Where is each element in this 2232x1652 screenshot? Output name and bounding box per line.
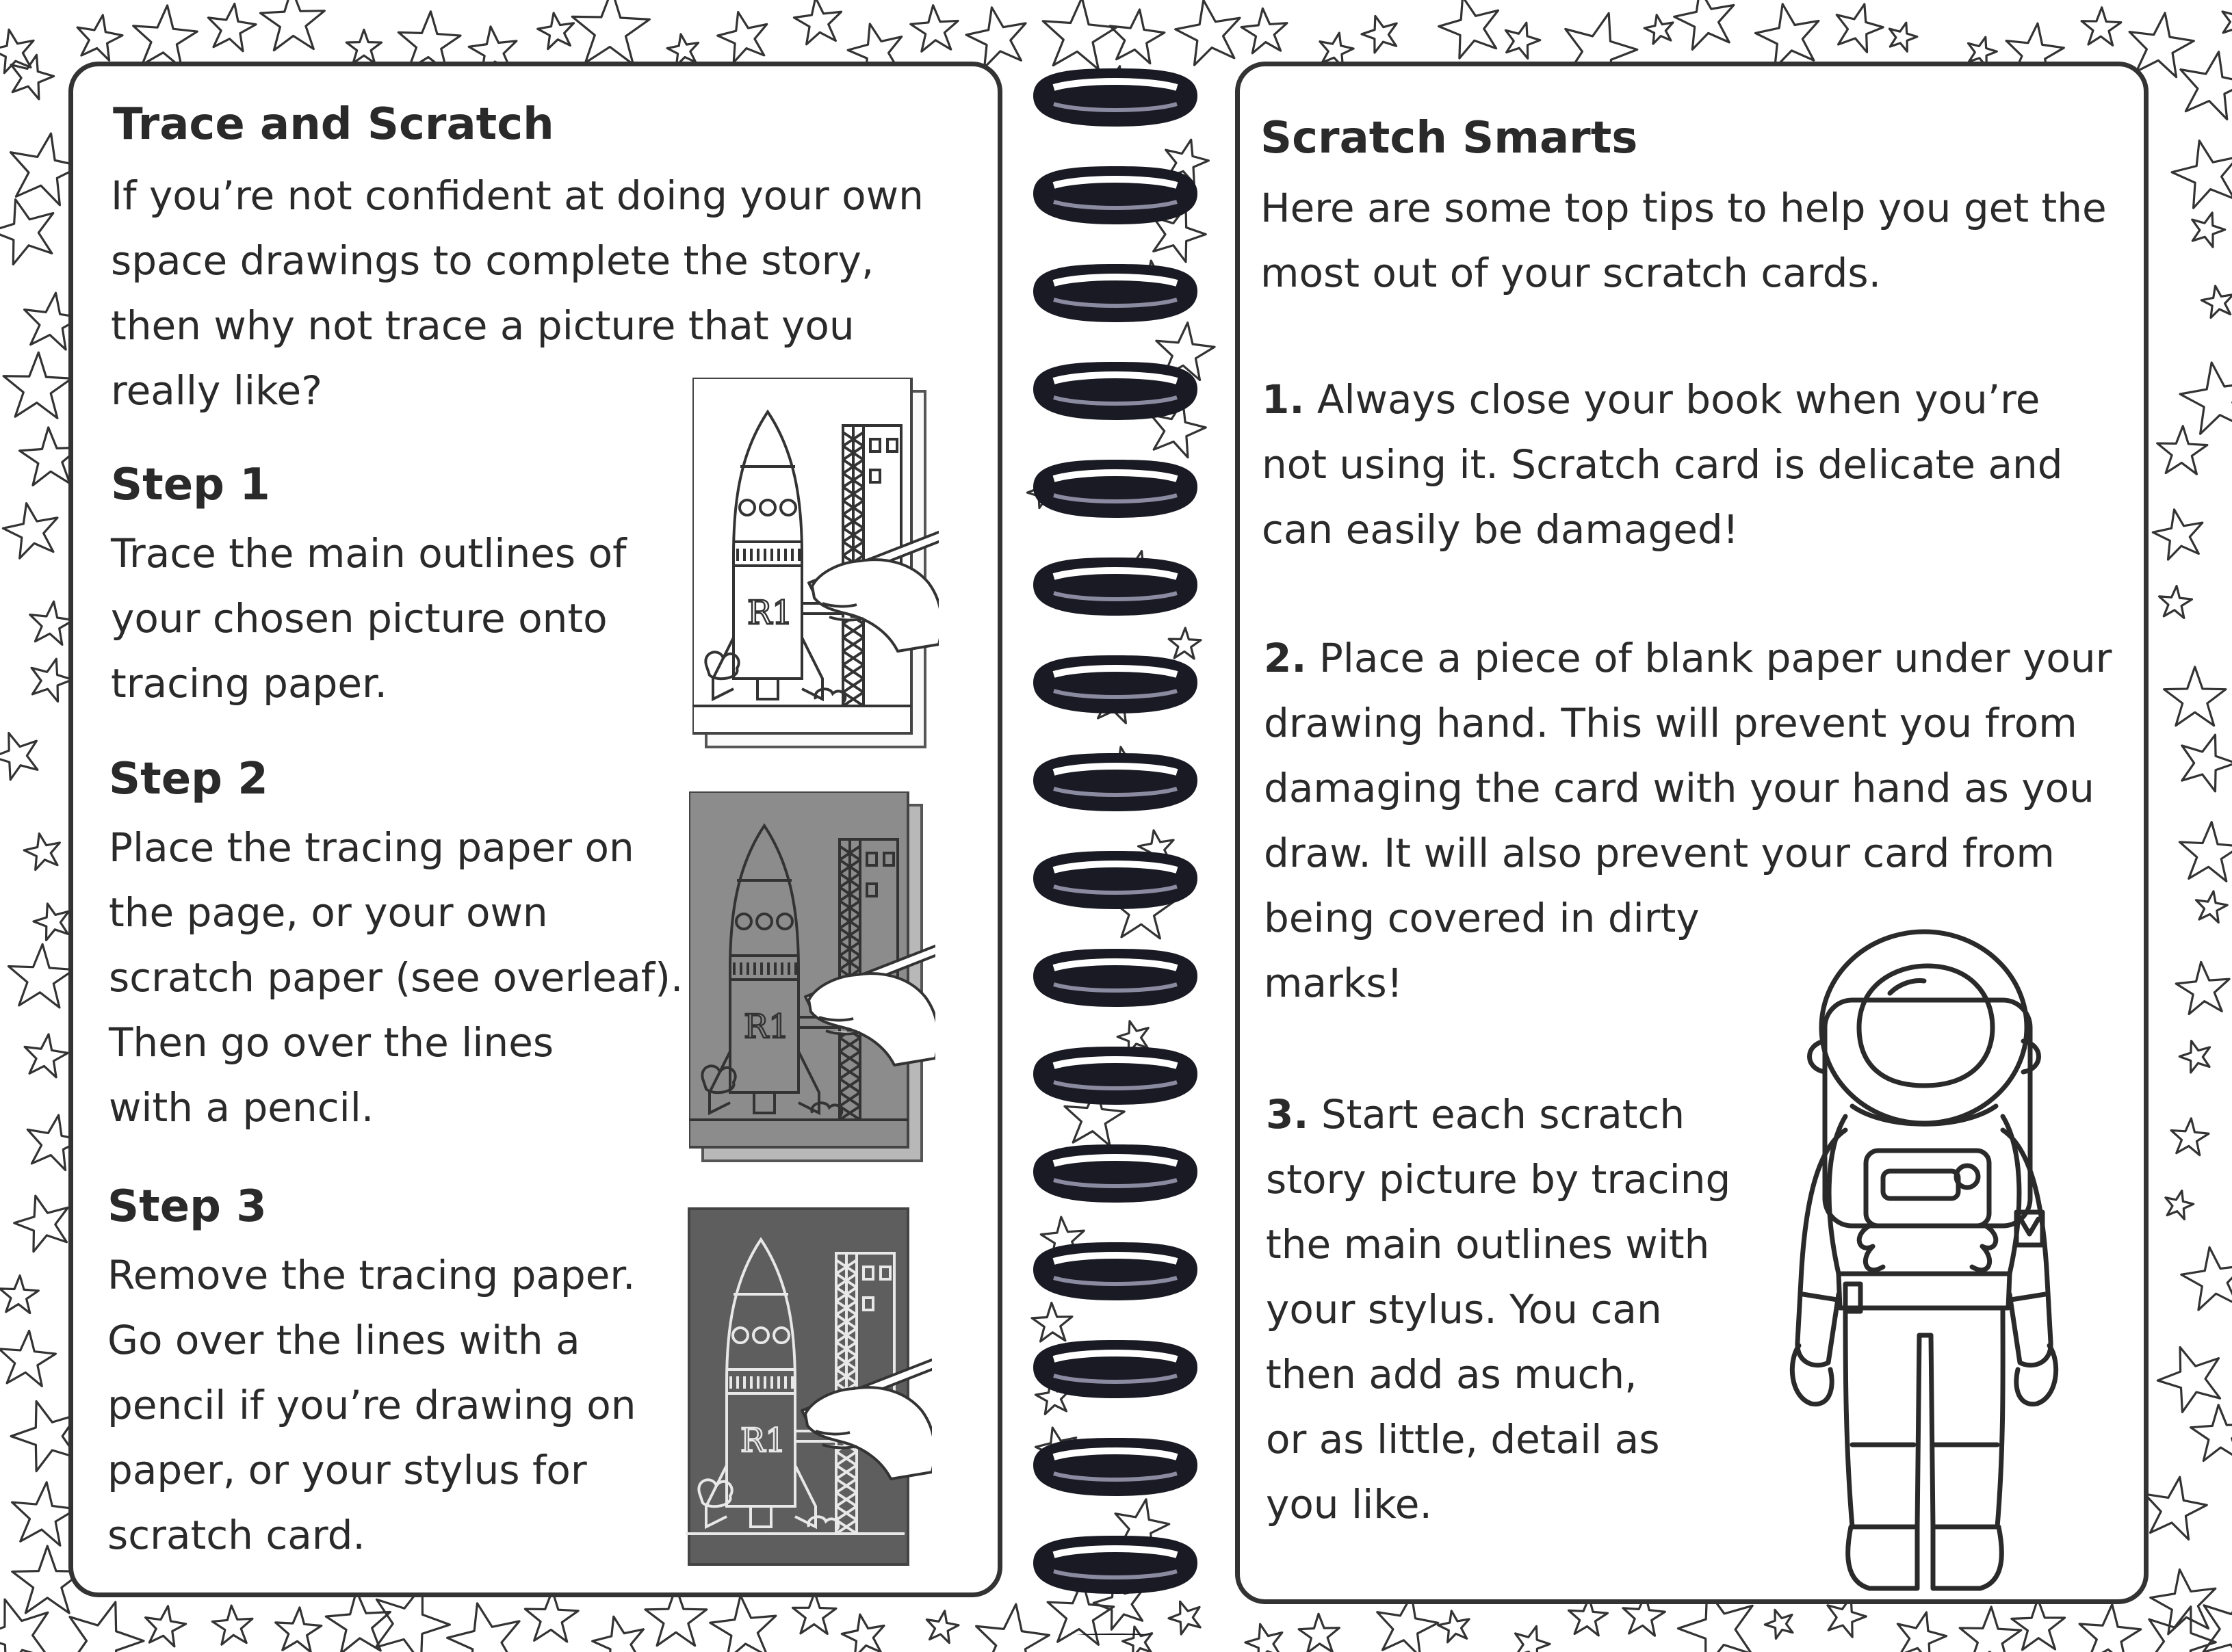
star-icon: [536, 10, 578, 51]
step-2-rocket-tracing-illustration: [689, 791, 935, 1175]
spiral-ring: [1033, 460, 1197, 518]
intro-line: then why not trace a picture that you: [111, 302, 855, 349]
star-icon: [346, 29, 381, 63]
star-icon: [2147, 1565, 2221, 1636]
star-icon: [2199, 283, 2232, 319]
star-icon: [274, 1606, 323, 1652]
tip-line: draw. It will also prevent your card from: [1264, 830, 2055, 876]
star-icon: [524, 1590, 579, 1642]
star-icon: [2, 351, 73, 418]
star-icon: [2176, 357, 2232, 436]
star-icon: [0, 1274, 39, 1313]
star-icon: [2166, 133, 2232, 211]
spiral-ring: [1033, 1242, 1197, 1300]
spiral-ring: [1033, 68, 1197, 127]
step-3-rocket-tracing-illustration: [686, 1205, 932, 1588]
step-1-heading: Step 1: [111, 460, 270, 510]
star-icon: [2011, 1599, 2065, 1650]
star-icon: [1500, 18, 1544, 60]
tip-line: marks!: [1264, 960, 1403, 1006]
step-1-rocket-tracing-illustration: [692, 378, 939, 761]
star-icon: [2169, 1116, 2210, 1155]
star-icon: [2164, 667, 2226, 726]
spiral-ring: [1033, 264, 1197, 322]
tip-line: drawing hand. This will prevent you from: [1264, 700, 2077, 746]
tip-number: 1.: [1262, 376, 1305, 423]
step-line: Then go over the lines: [109, 1019, 554, 1066]
tip-line: then add as much,: [1266, 1351, 1637, 1398]
star-icon: [441, 1595, 530, 1652]
spiral-ring: [1033, 1438, 1197, 1496]
star-icon: [1433, 0, 1507, 62]
spiral-ring: [1033, 753, 1197, 811]
step-line: Remove the tracing paper.: [107, 1252, 636, 1298]
spiral-ring: [1033, 1340, 1197, 1398]
star-icon: [2162, 1188, 2196, 1220]
star-icon: [2138, 1471, 2211, 1541]
tip-line: story picture by tracing: [1266, 1156, 1731, 1203]
right-page-panel: [1235, 62, 2149, 1604]
star-icon: [324, 1588, 393, 1652]
tip-line: you like.: [1266, 1481, 1432, 1528]
star-icon: [708, 1592, 780, 1652]
intro-line: really like?: [111, 367, 323, 414]
star-icon: [714, 6, 774, 64]
tip-text: Start each scratch: [1321, 1091, 1685, 1138]
star-icon: [2157, 585, 2193, 619]
left-page-panel: [68, 62, 1002, 1597]
step-line: with a pencil.: [109, 1084, 374, 1131]
step-1-text: [111, 521, 627, 716]
spiral-binding: [1026, 41, 1204, 1635]
star-icon: [1761, 1605, 1798, 1640]
tip-line: or as little, detail as: [1266, 1416, 1660, 1463]
intro-line: Here are some top tips to help you get the: [1260, 185, 2107, 231]
star-icon: [924, 1608, 961, 1644]
step-line: the page, or your own: [109, 889, 548, 936]
star-icon: [962, 1, 1033, 70]
star-icon: [142, 1603, 188, 1648]
page-title-scratch-smarts: Scratch Smarts: [1260, 113, 1638, 163]
star-icon: [2077, 1601, 2143, 1652]
star-icon: [909, 3, 960, 52]
spiral-ring: [1033, 558, 1197, 616]
step-line: your chosen picture onto: [111, 595, 608, 642]
star-icon: [588, 1611, 650, 1652]
spiral-ring: [1033, 362, 1197, 420]
spiral-ring: [1033, 166, 1197, 224]
star-icon: [2081, 7, 2122, 46]
star-icon: [571, 0, 651, 65]
page-title-trace-and-scratch: Trace and Scratch: [113, 99, 554, 150]
astronaut-illustration: [1750, 925, 2105, 1602]
tip-3: [1266, 1082, 1730, 1537]
star-icon: [9, 1188, 77, 1255]
tip-line: damaging the card with your hand as you: [1264, 765, 2094, 811]
intro-line: most out of your scratch cards.: [1260, 250, 1882, 296]
step-line: Place the tracing paper on: [109, 824, 634, 871]
tip-line: [1266, 1082, 1730, 1147]
star-icon: [1436, 1608, 1473, 1643]
tip-1: [1262, 367, 2063, 562]
spiral-ring: [1033, 1047, 1197, 1105]
tip-line: [1262, 367, 2063, 432]
star-icon: [2177, 820, 2232, 882]
spiral-ring: [1033, 949, 1197, 1007]
step-2-text: [109, 815, 683, 1140]
star-icon: [2186, 208, 2229, 249]
rocket-label: R1: [747, 594, 793, 632]
rocket-label: R1: [744, 1008, 790, 1046]
tips-intro: [1260, 176, 2107, 306]
tip-line: the main outlines with: [1266, 1221, 1710, 1268]
star-icon: [55, 1590, 152, 1652]
star-icon: [2149, 505, 2208, 562]
star-icon: [6, 943, 75, 1008]
rocket-label: R1: [740, 1421, 786, 1460]
step-line: scratch paper (see overleaf).: [109, 954, 684, 1001]
tip-line: not using it. Scratch card is delicate and: [1262, 441, 2063, 488]
star-icon: [839, 1610, 889, 1652]
star-icon: [2176, 1036, 2215, 1075]
star-icon: [73, 11, 125, 62]
step-line: scratch card.: [107, 1512, 365, 1558]
star-icon: [1885, 18, 1920, 53]
star-icon: [1298, 1613, 1340, 1652]
tip-line: can easily be damaged!: [1262, 506, 1739, 553]
step-2-heading: Step 2: [109, 754, 268, 804]
star-icon: [1830, 0, 1888, 55]
star-icon: [2175, 960, 2232, 1015]
step-line: tracing paper.: [111, 660, 387, 707]
star-icon: [2173, 45, 2232, 122]
tip-number: 2.: [1264, 635, 1307, 681]
star-icon: [0, 1328, 57, 1387]
step-line: Trace the main outlines of: [111, 530, 627, 577]
star-icon: [1670, 0, 1741, 52]
star-icon: [211, 1604, 255, 1645]
tip-text: Place a piece of blank paper under your: [1319, 635, 2112, 681]
spiral-ring: [1033, 1144, 1197, 1203]
star-icon: [130, 3, 199, 69]
tip-text: Always close your book when you’re: [1316, 376, 2040, 423]
spiral-ring: [1033, 655, 1197, 713]
star-icon: [21, 1031, 70, 1078]
star-icon: [792, 0, 844, 45]
tip-line: being covered in dirty: [1264, 895, 1700, 941]
star-icon: [2190, 1404, 2232, 1462]
star-icon: [4, 49, 57, 101]
step-line: paper, or your stylus for: [107, 1447, 587, 1493]
star-icon: [1751, 0, 1826, 70]
star-icon: [1358, 11, 1403, 55]
star-icon: [1958, 1605, 2022, 1652]
star-icon: [1642, 12, 1676, 45]
spiral-ring: [1033, 851, 1197, 909]
step-line: pencil if you’re drawing on: [107, 1382, 636, 1428]
star-icon: [1891, 1606, 1951, 1652]
star-icon: [2172, 726, 2232, 794]
step-3-text: [107, 1243, 636, 1568]
tip-number: 3.: [1266, 1091, 1309, 1138]
star-icon: [1240, 7, 1289, 54]
star-icon: [0, 725, 46, 783]
step-line: Go over the lines with a: [107, 1317, 580, 1363]
star-icon: [1242, 1619, 1288, 1652]
step-3-heading: Step 3: [107, 1181, 267, 1232]
intro-line: space drawings to complete the story,: [111, 237, 874, 284]
intro-line: If you’re not confident at doing your own: [111, 172, 924, 219]
star-icon: [792, 1592, 836, 1634]
star-icon: [259, 0, 326, 51]
star-icon: [0, 190, 64, 267]
star-icon: [21, 830, 64, 871]
star-icon: [2178, 1243, 2232, 1312]
spiral-ring: [1033, 1634, 1197, 1635]
tip-line: [1264, 626, 2112, 691]
star-icon: [1509, 1621, 1553, 1652]
spiral-ring: [1033, 1536, 1197, 1594]
star-icon: [2193, 889, 2229, 923]
star-icon: [0, 498, 64, 560]
tip-line: your stylus. You can: [1266, 1286, 1662, 1333]
star-icon: [205, 1, 259, 53]
star-icon: [2217, 0, 2232, 40]
